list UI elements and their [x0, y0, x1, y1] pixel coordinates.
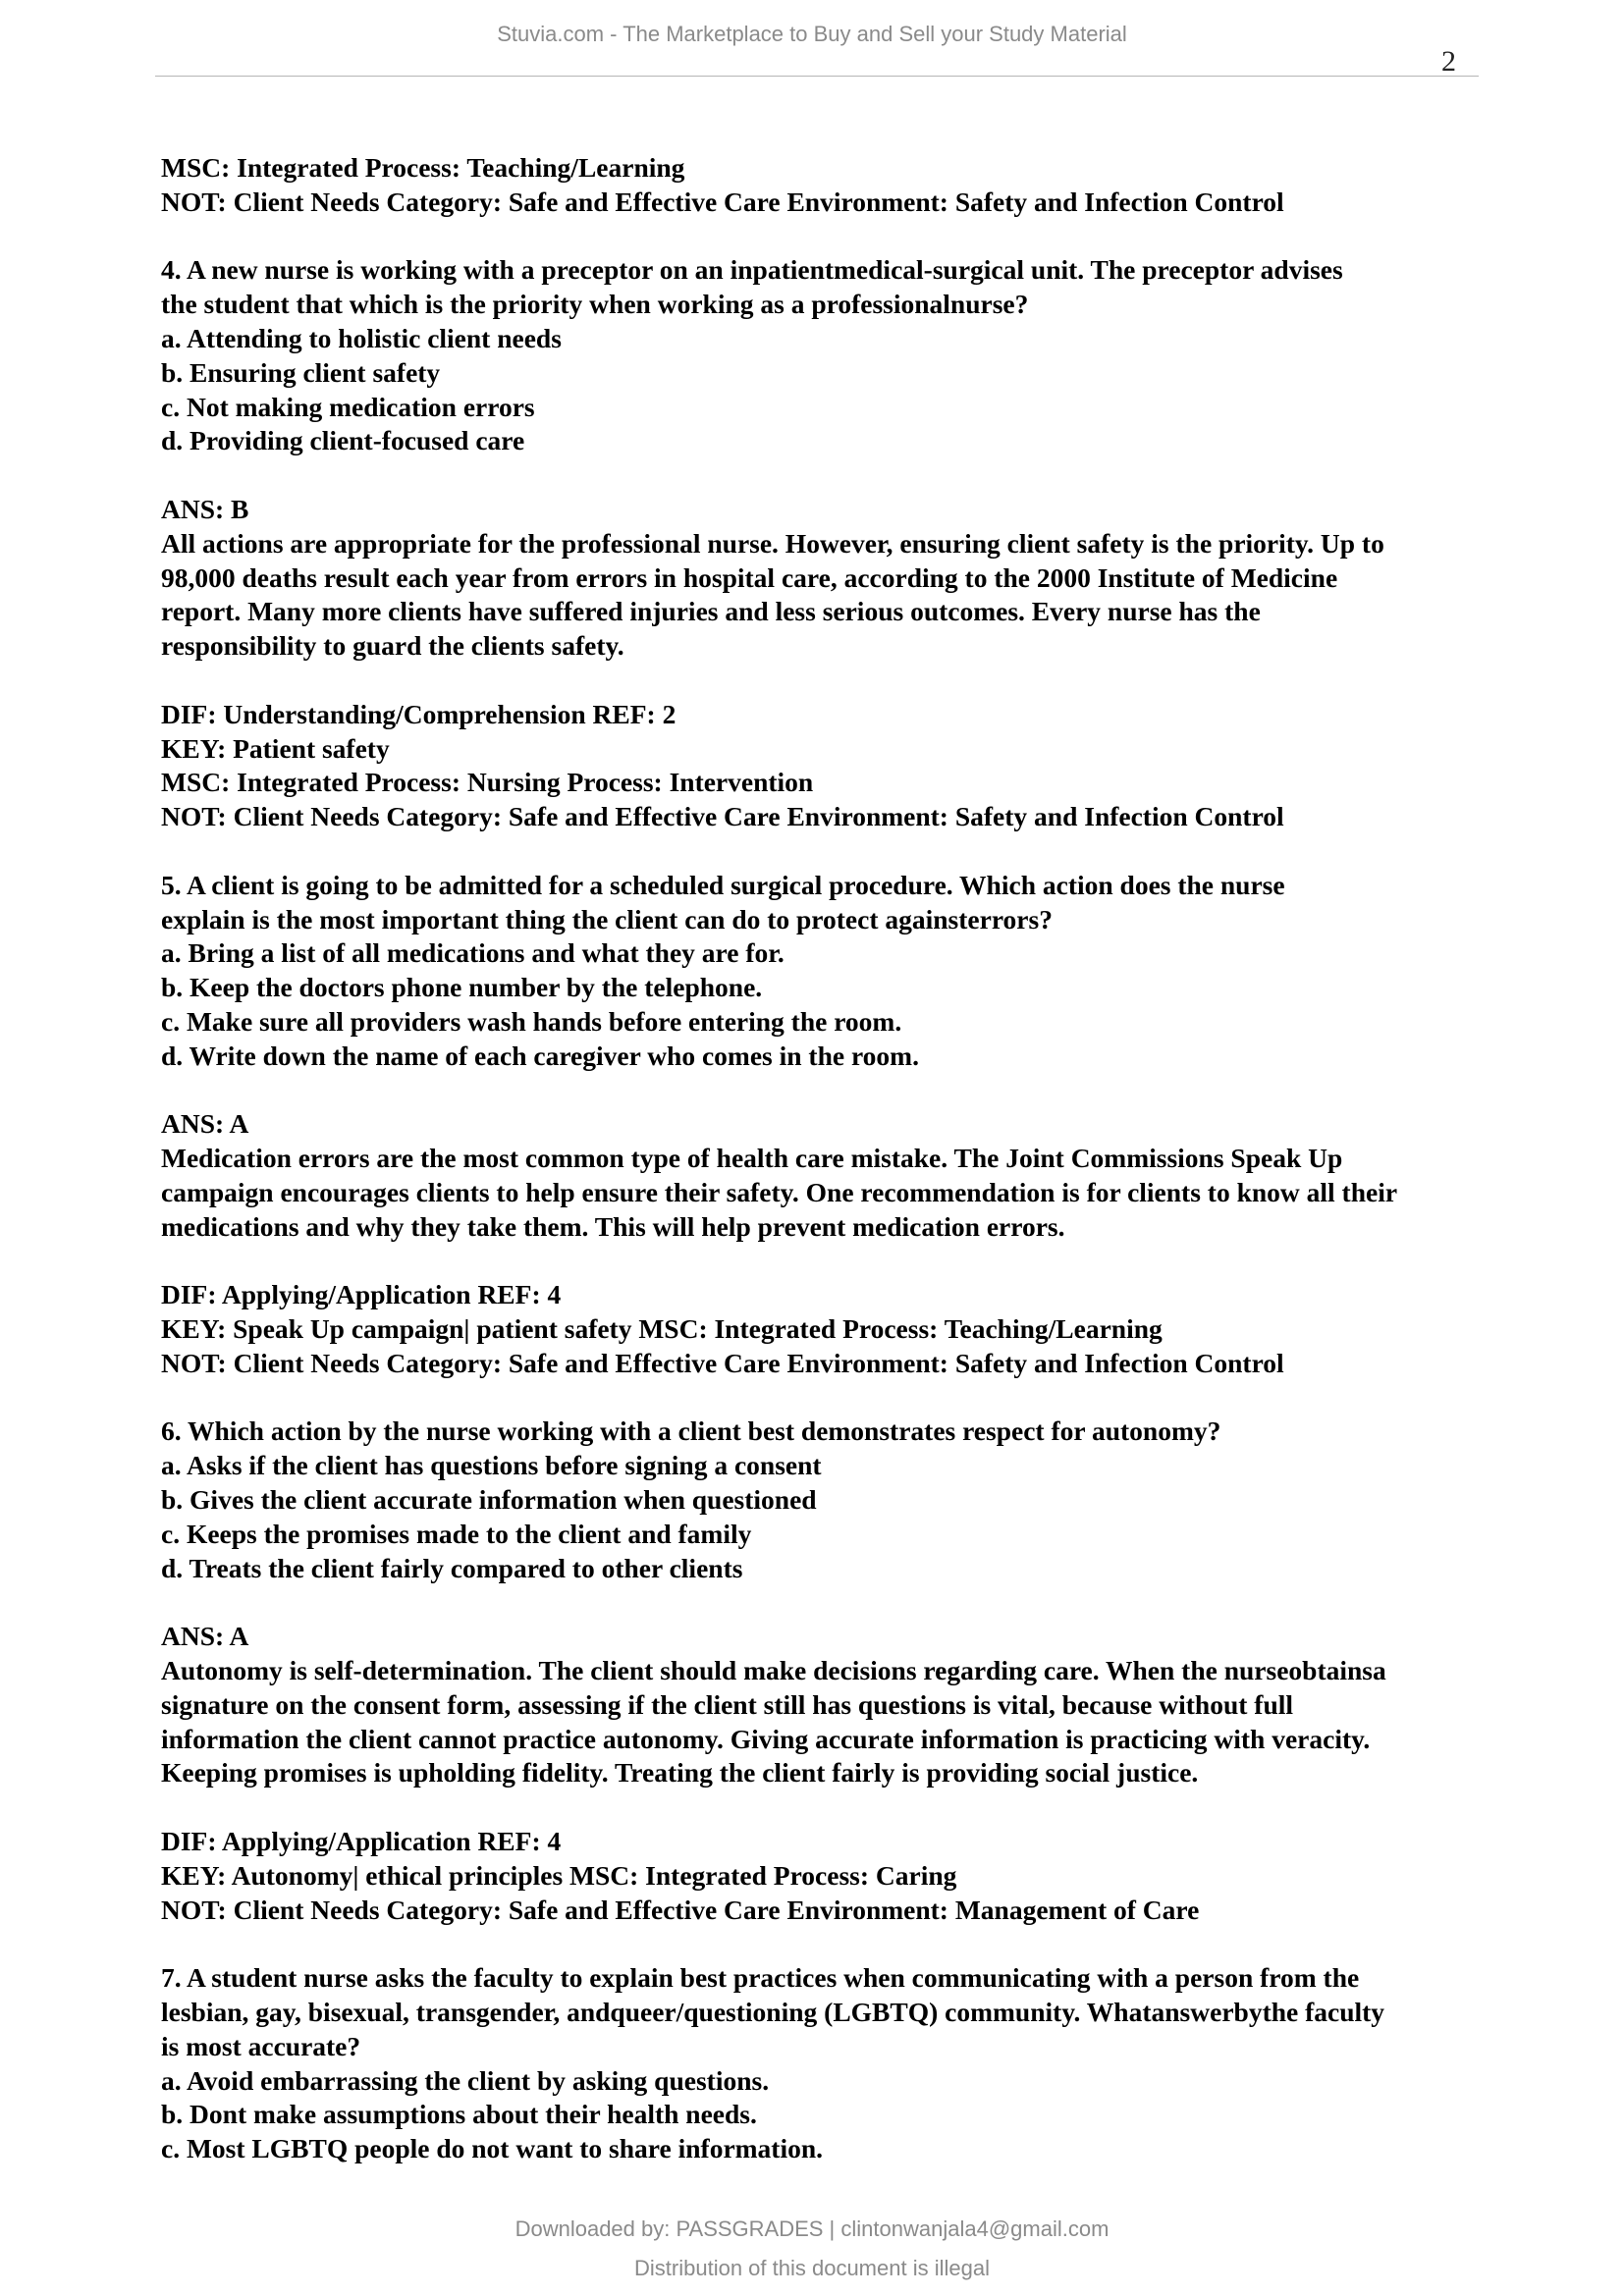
paragraph-gap	[161, 1381, 1483, 1415]
page-number: 2	[1441, 45, 1456, 78]
text-line: 4. A new nurse is working with a preceptor on an inpatientmedical-surgical unit. The preceptor advises	[161, 254, 1343, 286]
text-line: b. Dont make assumptions about their health needs.	[161, 2099, 757, 2130]
text-line: KEY: Patient safety	[161, 732, 390, 764]
text-line: DIF: Applying/Application REF: 4	[161, 1279, 562, 1310]
paragraph-gap	[161, 458, 1483, 493]
text-line: 7. A student nurse asks the faculty to explain best practices when communicating with a person from the	[161, 1962, 1360, 1994]
text-line: b. Keep the doctors phone number by the telephone.	[161, 972, 763, 1003]
text-line: a. Bring a list of all medications and what they are for.	[161, 937, 785, 969]
text-line: NOT: Client Needs Category: Safe and Effective Care Environment: Safety and Infection Control	[161, 1347, 1284, 1378]
text-line: signature on the consent form, assessing if the client still has questions is vital, because without full	[161, 1688, 1294, 1720]
text-line: ANS: A	[161, 1621, 249, 1652]
text-line: MSC: Integrated Process: Teaching/Learning	[161, 152, 685, 183]
text-line: Autonomy is self-determination. The client should make decisions regarding care. When the nurseobtainsa	[161, 1655, 1386, 1686]
text-line: Keeping promises is upholding fidelity. Treating the client fairly is providing social justice.	[161, 1757, 1199, 1789]
footer-downloaded-by: Downloaded by: PASSGRADES | clintonwanjala4@gmail.com	[514, 2216, 1110, 2241]
text-line: information the client cannot practice autonomy. Giving accurate information is practicing with veracity.	[161, 1723, 1371, 1754]
document-body	[161, 151, 1483, 2166]
text-line: a. Asks if the client has questions before signing a consent	[161, 1450, 822, 1481]
text-line: is most accurate?	[161, 2030, 361, 2061]
text-line: c. Make sure all providers wash hands before entering the room.	[161, 1005, 902, 1037]
paragraph-gap	[161, 1074, 1483, 1108]
text-line: ANS: B	[161, 493, 249, 524]
text-line: responsibility to guard the clients safety.	[161, 630, 624, 662]
text-line: DIF: Understanding/Comprehension REF: 2	[161, 698, 677, 729]
footer-distribution-notice: Distribution of this document is illegal	[634, 2256, 990, 2280]
text-line: b. Ensuring client safety	[161, 356, 441, 388]
text-line: All actions are appropriate for the professional nurse. However, ensuring client safety is the priority. Up to	[161, 527, 1384, 559]
paragraph-gap	[161, 1790, 1483, 1825]
text-line: b. Gives the client accurate information when questioned	[161, 1484, 817, 1516]
text-line: ANS: A	[161, 1108, 249, 1140]
text-line: MSC: Integrated Process: Nursing Process: Intervention	[161, 767, 814, 798]
text-line: d. Write down the name of each caregiver who comes in the room.	[161, 1040, 919, 1071]
text-line: a. Attending to holistic client needs	[161, 322, 562, 353]
text-line: KEY: Autonomy| ethical principles MSC: Integrated Process: Caring	[161, 1859, 957, 1891]
text-line: Medication errors are the most common type of health care mistake. The Joint Commissions Speak Up	[161, 1143, 1343, 1174]
header-site-text: Stuvia.com - The Marketplace to Buy and Sell your Study Material	[497, 22, 1127, 46]
text-line: d. Treats the client fairly compared to other clients	[161, 1552, 743, 1583]
text-line: report. Many more clients have suffered injuries and less serious outcomes. Every nurse has the	[161, 596, 1261, 627]
text-line: explain is the most important thing the client can do to protect againsterrors?	[161, 903, 1053, 934]
text-line: medications and why they take them. This will help prevent medication errors.	[161, 1210, 1065, 1242]
text-line: the student that which is the priority when working as a professionalnurse?	[161, 289, 1029, 320]
paragraph-gap	[161, 1585, 1483, 1620]
paragraph-gap	[161, 834, 1483, 869]
text-line: c. Most LGBTQ people do not want to share information.	[161, 2133, 824, 2164]
text-line: c. Keeps the promises made to the client and family	[161, 1518, 752, 1549]
text-line: a. Avoid embarrassing the client by asking questions.	[161, 2064, 770, 2096]
text-line: c. Not making medication errors	[161, 391, 535, 422]
paragraph-gap	[161, 1927, 1483, 1961]
text-line: campaign encourages clients to help ensure their safety. One recommendation is for clients to know all their	[161, 1176, 1398, 1207]
paragraph-gap	[161, 1245, 1483, 1279]
text-line: KEY: Speak Up campaign| patient safety MSC: Integrated Process: Teaching/Learning	[161, 1313, 1163, 1345]
text-line: 5. A client is going to be admitted for a scheduled surgical procedure. Which action does the nurse	[161, 869, 1285, 900]
header-divider	[155, 76, 1479, 77]
text-line: NOT: Client Needs Category: Safe and Effective Care Environment: Safety and Infection Control	[161, 801, 1284, 832]
text-line: NOT: Client Needs Category: Safe and Effective Care Environment: Safety and Infection Control	[161, 186, 1284, 217]
text-line: DIF: Applying/Application REF: 4	[161, 1826, 562, 1857]
text-line: NOT: Client Needs Category: Safe and Effective Care Environment: Management of Care	[161, 1894, 1200, 1925]
paragraph-gap	[161, 664, 1483, 698]
text-line: d. Providing client-focused care	[161, 425, 525, 456]
paragraph-gap	[161, 220, 1483, 254]
text-line: 6. Which action by the nurse working with a client best demonstrates respect for autonomy?	[161, 1415, 1221, 1447]
text-line: 98,000 deaths result each year from errors in hospital care, according to the 2000 Institute of Medicine	[161, 561, 1338, 593]
text-line: lesbian, gay, bisexual, transgender, andqueer/questioning (LGBTQ) community. Whatanswerbythe faculty	[161, 1997, 1385, 2028]
